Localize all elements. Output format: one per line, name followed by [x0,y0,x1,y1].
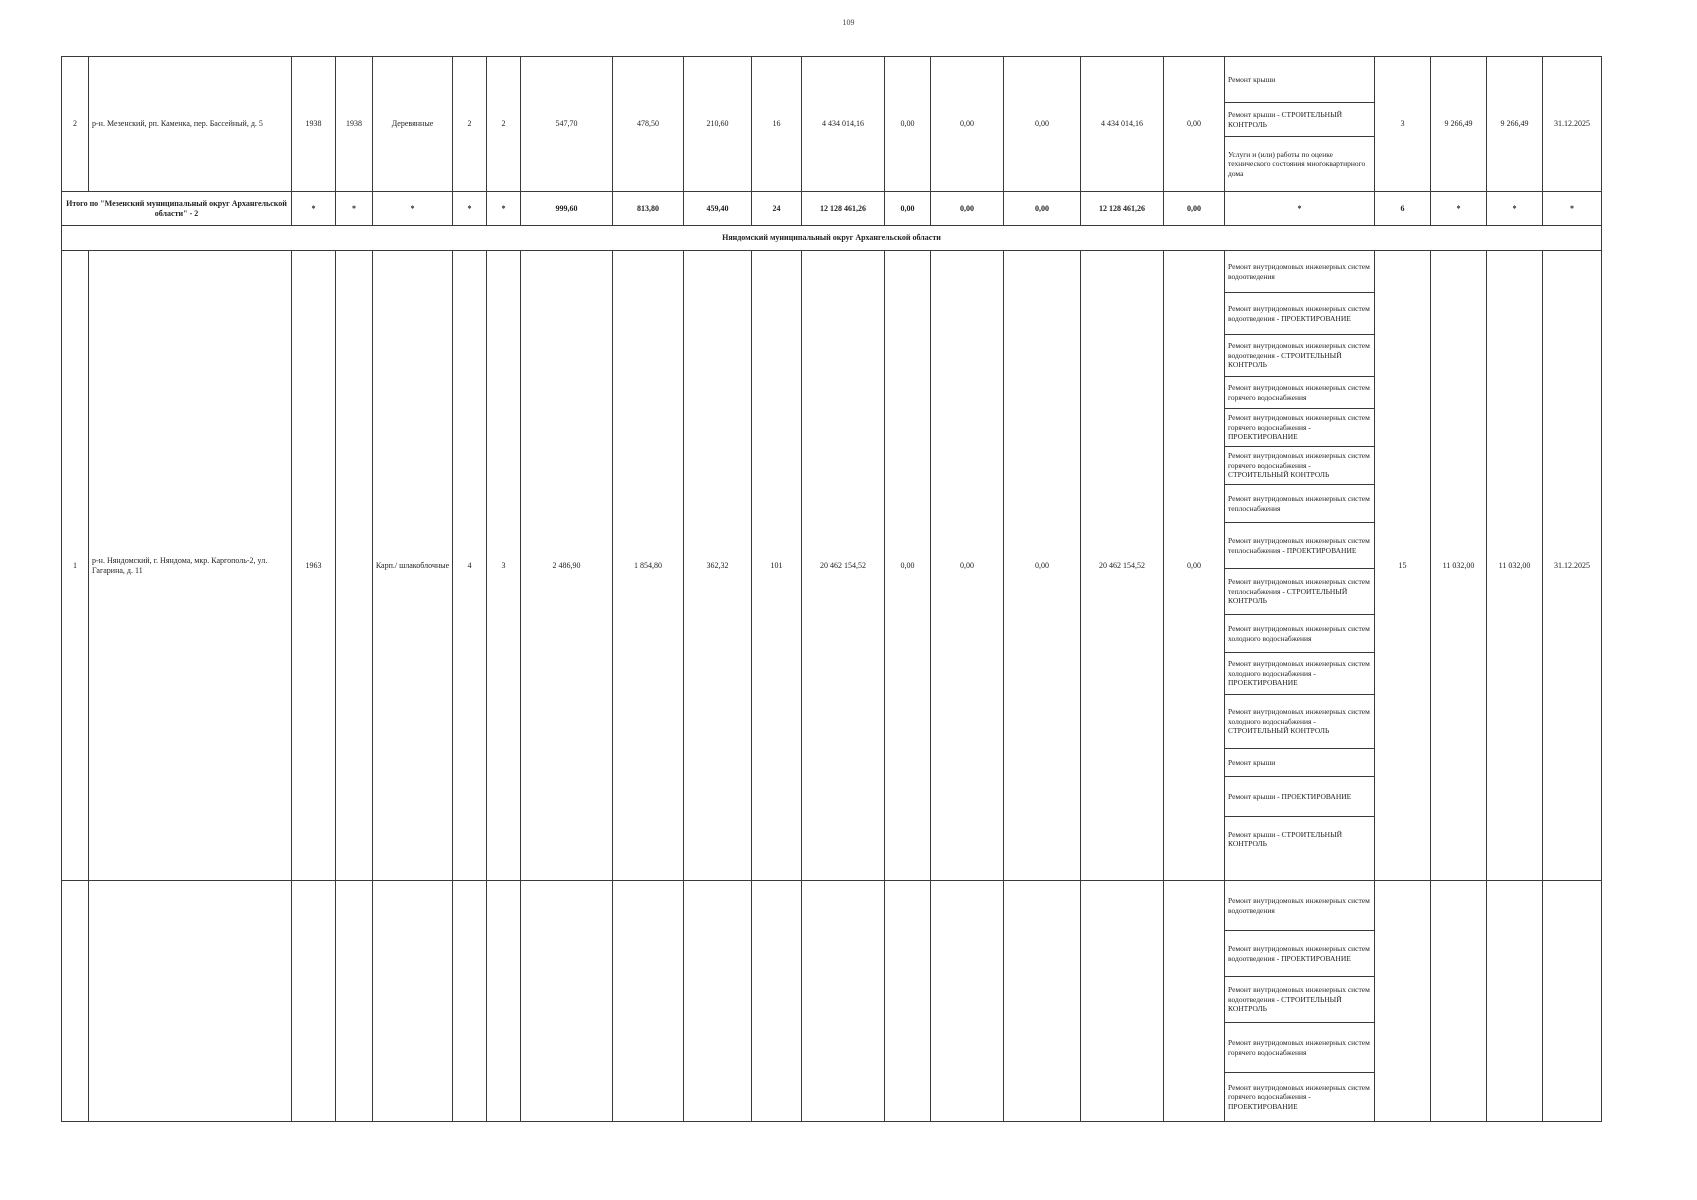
work-item: Ремонт внутридомовых инженерных систем горячего водоснабжения [1225,1023,1374,1073]
empty-cell [1543,881,1602,1122]
empty-cell [1375,881,1431,1122]
empty-cell [62,881,89,1122]
total-cost-federal: 0,00 [885,192,931,226]
deadline-cell: 31.12.2025 [1543,57,1602,192]
wall-material-cell: Деревянные [373,57,453,192]
empty-cell [373,881,453,1122]
empty-cell [1431,881,1487,1122]
year-commission-cell: 1938 [336,57,373,192]
year-commission-cell [336,251,373,881]
works-cell [1225,251,1375,881]
empty-cell [885,881,931,1122]
empty-cell [1004,881,1081,1122]
cost-total-cell: 20 462 154,52 [802,251,885,881]
empty-cell [613,881,684,1122]
empty-cell [1081,881,1164,1122]
unit-cost-cell: 11 032,00 [1431,251,1487,881]
works-cell [1225,881,1375,1122]
table-row-mezen [62,57,1602,192]
total-premises-area: 813,80 [613,192,684,226]
cost-federal-cell: 0,00 [885,57,931,192]
deadline-cell: 31.12.2025 [1543,251,1602,881]
row-number: 2 [62,57,89,192]
cost-total-cell: 4 434 014,16 [802,57,885,192]
cost-other-cell: 0,00 [1164,57,1225,192]
empty-cell [89,881,292,1122]
cost-owners-cell: 20 462 154,52 [1081,251,1164,881]
work-item: Ремонт внутридомовых инженерных систем теплоснабжения - СТРОИТЕЛЬНЫЙ КОНТРОЛЬ [1225,569,1374,615]
work-item: Ремонт внутридомовых инженерных систем водоотведения [1225,251,1374,293]
work-item: Ремонт внутридомовых инженерных систем холодного водоснабжения - СТРОИТЕЛЬНЫЙ КОНТРОЛЬ [1225,695,1374,749]
works-list [1225,57,1374,191]
total-wall-material: * [373,192,453,226]
total-residents: 24 [752,192,802,226]
residents-cell: 101 [752,251,802,881]
works-count-cell: 3 [1375,57,1431,192]
total-limit-cost: * [1487,192,1543,226]
address-cell: р-н. Няндомский, г. Няндома, мкр. Каргополь-2, ул. Гагарина, д. 11 [89,251,292,881]
total-label: Итого по "Мезенский муниципальный округ Архангельской области" - 2 [62,192,292,226]
cost-owners-cell: 4 434 014,16 [1081,57,1164,192]
total-year-built: * [292,192,336,226]
work-item: Ремонт внутридомовых инженерных систем теплоснабжения [1225,485,1374,523]
works-cell [1225,57,1375,192]
total-cost-regional: 0,00 [931,192,1004,226]
premises-area-cell: 1 854,80 [613,251,684,881]
total-cost-other: 0,00 [1164,192,1225,226]
work-item: Ремонт внутридомовых инженерных систем водоотведения - СТРОИТЕЛЬНЫЙ КОНТРОЛЬ [1225,335,1374,377]
wall-material-cell: Карп./ шлакоблочные [373,251,453,881]
total-cost: 12 128 461,26 [802,192,885,226]
empty-cell [1487,881,1543,1122]
page-number: 109 [842,18,855,27]
empty-cell [684,881,752,1122]
work-item: Ремонт крыши - ПРОЕКТИРОВАНИЕ [1225,777,1374,817]
total-deadline: * [1543,192,1602,226]
total-works-count: 6 [1375,192,1431,226]
works-count-cell: 15 [1375,251,1431,881]
cost-local-cell: 0,00 [1004,251,1081,881]
total-year-commission: * [336,192,373,226]
empty-cell [453,881,487,1122]
total-cost-local: 0,00 [1004,192,1081,226]
empty-cell [487,881,521,1122]
cost-regional-cell: 0,00 [931,251,1004,881]
living-area-cell: 362,32 [684,251,752,881]
work-item: Ремонт крыши - СТРОИТЕЛЬНЫЙ КОНТРОЛЬ [1228,829,1343,848]
cost-federal-cell: 0,00 [885,251,931,881]
entrances-cell: 3 [487,251,521,881]
works-list [1225,251,1374,861]
work-item: Ремонт внутридомовых инженерных систем водоотведения - ПРОЕКТИРОВАНИЕ [1225,293,1374,335]
work-item: Ремонт внутридомовых инженерных систем горячего водоснабжения - СТРОИТЕЛЬНЫЙ КОНТРОЛЬ [1225,447,1374,485]
total-unit-cost: * [1431,192,1487,226]
table-row-next [62,881,1602,1122]
cost-regional-cell: 0,00 [931,57,1004,192]
work-item: Ремонт внутридомовых инженерных систем теплоснабжения - ПРОЕКТИРОВАНИЕ [1225,523,1374,569]
work-item: Ремонт внутридомовых инженерных систем водоотведения - СТРОИТЕЛЬНЫЙ КОНТРОЛЬ [1225,977,1374,1023]
address-cell: р-н. Мезенский, рп. Каменка, пер. Бассейный, д. 5 [89,57,292,192]
row-number: 1 [62,251,89,881]
section-title: Няндомский муниципальный округ Архангельской области [62,226,1602,251]
work-item: Ремонт внутридомовых инженерных систем горячего водоснабжения - ПРОЕКТИРОВАНИЕ [1225,409,1374,447]
empty-cell [752,881,802,1122]
living-area-cell: 210,60 [684,57,752,192]
total-cost-owners: 12 128 461,26 [1081,192,1164,226]
empty-cell [292,881,336,1122]
repair-register-table [61,56,1602,1122]
year-built-cell: 1963 [292,251,336,881]
work-item: Ремонт крыши [1225,749,1374,777]
works-list [1225,881,1374,1121]
empty-cell [1164,881,1225,1122]
table-row-nyandoma [62,251,1602,881]
work-item: Ремонт внутридомовых инженерных систем холодного водоснабжения [1225,615,1374,653]
total-area: 999,60 [521,192,613,226]
entrances-cell: 2 [487,57,521,192]
empty-cell [802,881,885,1122]
work-item: Ремонт внутридомовых инженерных систем водоотведения [1225,881,1374,931]
work-item: Ремонт крыши [1225,57,1374,103]
cost-local-cell: 0,00 [1004,57,1081,192]
work-item: Ремонт внутридомовых инженерных систем горячего водоснабжения - ПРОЕКТИРОВАНИЕ [1228,1082,1370,1111]
empty-cell [336,881,373,1122]
table-row-total [62,192,1602,226]
total-living-area: 459,40 [684,192,752,226]
year-built-cell: 1938 [292,57,336,192]
limit-cost-cell: 9 266,49 [1487,57,1543,192]
total-area-cell: 547,70 [521,57,613,192]
floors-cell: 4 [453,251,487,881]
work-item: Ремонт внутридомовых инженерных систем горячего водоснабжения [1225,377,1374,409]
total-entrances: * [487,192,521,226]
section-header-row [62,226,1602,251]
unit-cost-cell: 9 266,49 [1431,57,1487,192]
work-item: Ремонт внутридомовых инженерных систем холодного водоснабжения - ПРОЕКТИРОВАНИЕ [1225,653,1374,695]
total-floors: * [453,192,487,226]
premises-area-cell: 478,50 [613,57,684,192]
limit-cost-cell: 11 032,00 [1487,251,1543,881]
empty-cell [521,881,613,1122]
work-item: Услуги и (или) работы по оценке технического состояния многоквартирного дома [1228,149,1366,178]
cost-other-cell: 0,00 [1164,251,1225,881]
floors-cell: 2 [453,57,487,192]
total-area-cell: 2 486,90 [521,251,613,881]
empty-cell [931,881,1004,1122]
total-works: * [1225,192,1375,226]
residents-cell: 16 [752,57,802,192]
work-item: Ремонт внутридомовых инженерных систем водоотведения - ПРОЕКТИРОВАНИЕ [1225,931,1374,977]
work-item: Ремонт крыши - СТРОИТЕЛЬНЫЙ КОНТРОЛЬ [1225,103,1374,137]
